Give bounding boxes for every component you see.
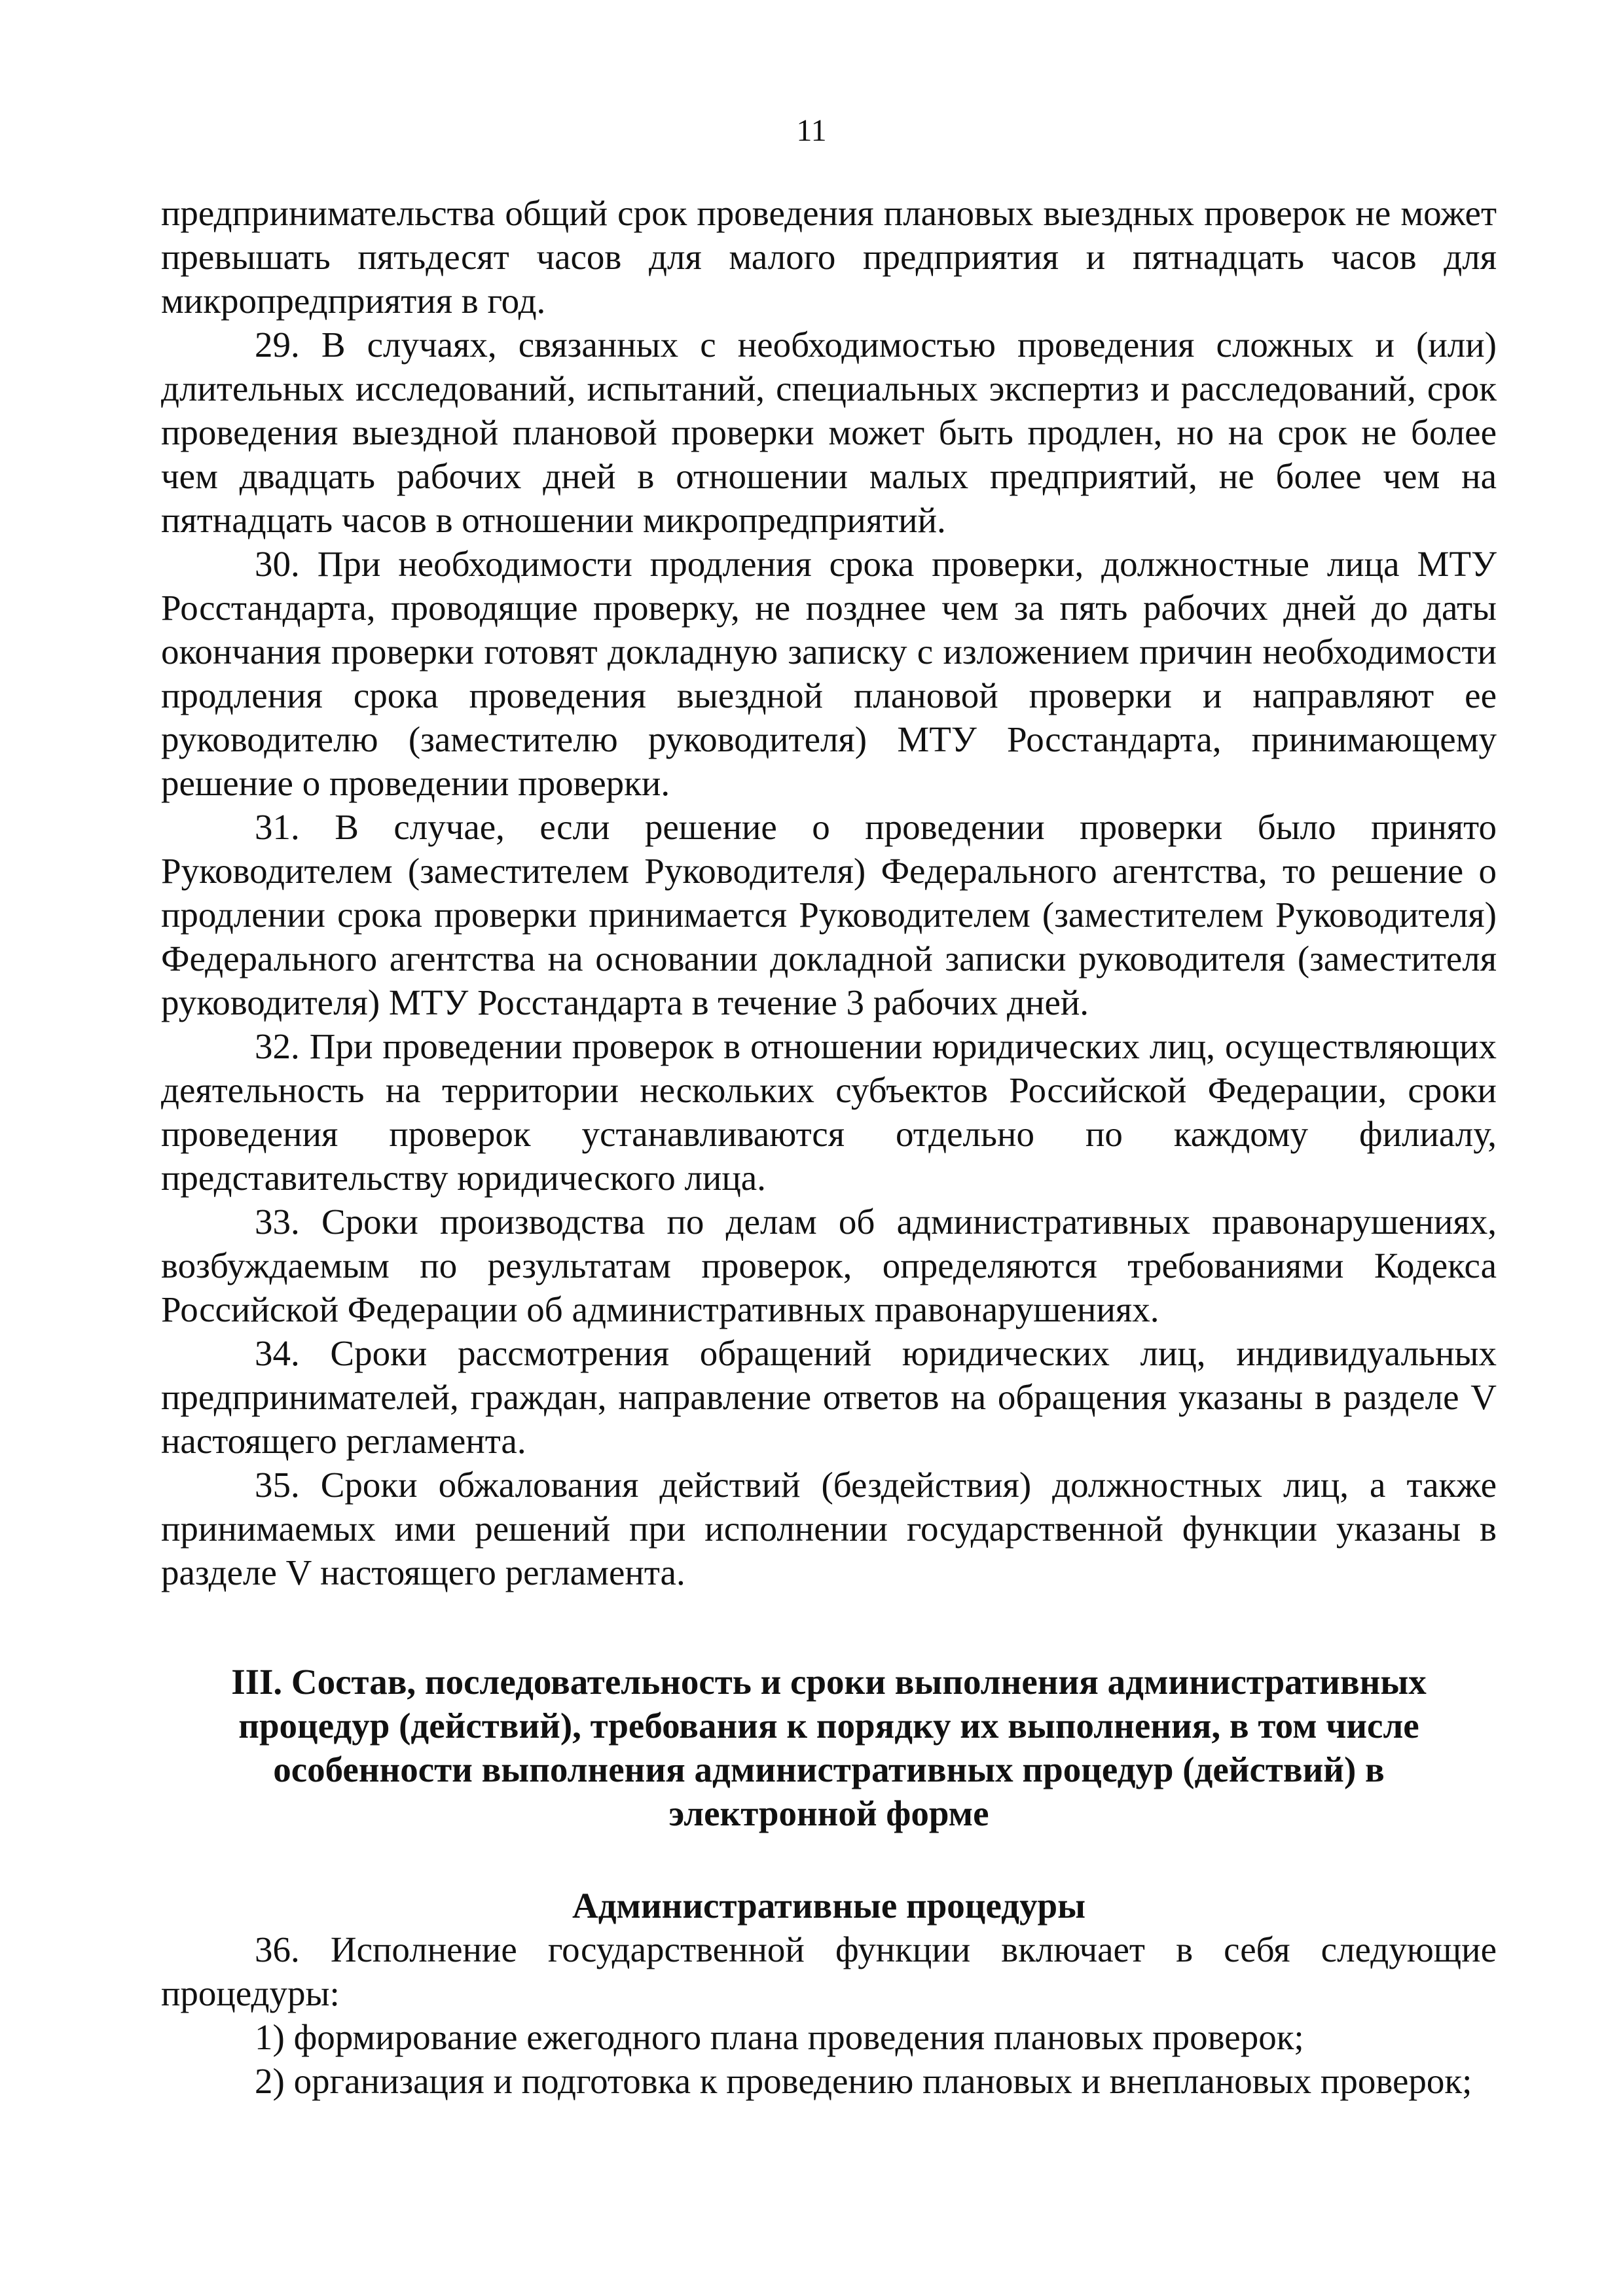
- paragraph-34: 34. Сроки рассмотрения обращений юридических лиц, индивидуальных предпринимателей, граждан, направление ответов на обращения указаны в разделе V настоящего регламента.: [161, 1333, 1497, 1461]
- paragraph-29: 29. В случаях, связанных с необходимостью проведения сложных и (или) длительных исследований, испытаний, специальных экспертиз и расследований, срок проведения выездной плановой проверки может быть продлен, но на срок не более чем двадцать рабочих дней в отношении малых предприятий, не более чем на пятнадцать часов в отношении микропредприятий.: [161, 325, 1497, 540]
- paragraph-32: 32. При проведении проверок в отношении юридических лиц, осуществляющих деятельность на территории нескольких субъектов Российской Федерации, сроки проведения проверок устанавливаются отдельно по каждому филиалу, представительству юридического лица.: [161, 1026, 1497, 1198]
- paragraph-33: 33. Сроки производства по делам об административных правонарушениях, возбуждаемым по результатам проверок, определяются требованиями Кодекса Российской Федерации об административных правонарушениях.: [161, 1202, 1497, 1329]
- paragraph-31: 31. В случае, если решение о проведении проверки было принято Руководителем (заместителем Руководителя) Федерального агентства, то решение о продлении срока проверки принимается Руководителем (заместителем Руководителя) Федерального агентства на основании докладной записки руководителя (заместителя руководителя) МТУ Росстандарта в течение 3 рабочих дней.: [161, 807, 1497, 1022]
- paragraph-36: 36. Исполнение государственной функции включает в себя следующие процедуры:: [161, 1929, 1497, 2013]
- list-item-1: 1) формирование ежегодного плана проведения плановых проверок;: [255, 2017, 1304, 2057]
- paragraph-30: 30. При необходимости продления срока проверки, должностные лица МТУ Росстандарта, проводящие проверку, не позднее чем за пять рабочих дней до даты окончания проверки готовят докладную записку с изложением причин необходимости продления срока проведения выездной плановой проверки и направляют ее руководителю (заместителю руководителя) МТУ Росстандарта, принимающему решение о проведении проверки.: [161, 544, 1497, 803]
- list-item-2: 2) организация и подготовка к проведению плановых и внеплановых проверок;: [255, 2061, 1472, 2101]
- subsection-heading: Административные процедуры: [572, 1886, 1086, 1926]
- document-body: [161, 191, 1497, 2103]
- paragraph-35: 35. Сроки обжалования действий (бездействия) должностных лиц, а также принимаемых ими решений при исполнении государственной функции указаны в разделе V настоящего регламента.: [161, 1465, 1497, 1592]
- page-number: 11: [796, 113, 827, 148]
- section-heading: III. Состав, последовательность и сроки выполнения административных процедур (действий), требования к порядку их выполнения, в том числе особенности выполнения административных процедур (действий) в электронной форме: [231, 1662, 1427, 1833]
- paragraph-continuation: предпринимательства общий срок проведения плановых выездных проверок не может превышать пятьдесят часов для малого предприятия и пятнадцать часов для микропредприятия в год.: [161, 193, 1497, 321]
